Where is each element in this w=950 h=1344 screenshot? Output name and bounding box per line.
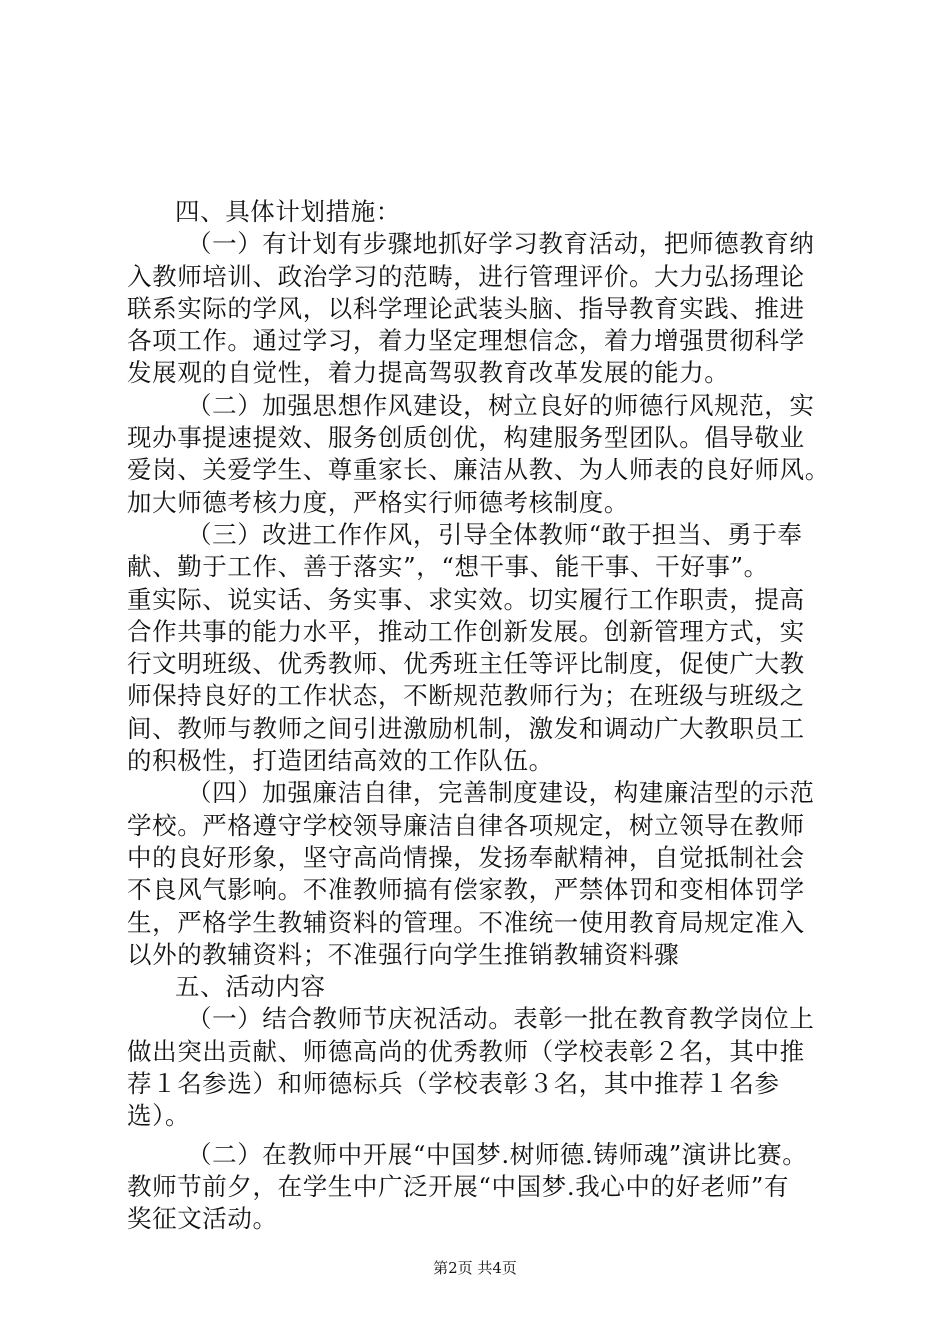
paragraph-line: 以外的教辅资料；不准强行向学生推销教辅资料骤 <box>127 939 680 969</box>
section-heading-5: 五、活动内容 <box>175 972 326 1002</box>
paragraph-line: 教师节前夕，在学生中广泛开展“中国梦.我心中的好老师”有 <box>127 1171 790 1201</box>
paragraph-line: （三）改进工作作风，引导全体教师“敢于担当、勇于奉 <box>187 519 803 549</box>
paragraph-line: 间、教师与教师之间引进激励机制，激发和调动广大教职员工 <box>127 713 805 743</box>
paragraph-line: 行文明班级、优秀教师、优秀班主任等评比制度，促使广大教 <box>127 649 805 679</box>
paragraph-line: 联系实际的学风，以科学理论武装头脑、指导教育实践、推进 <box>127 293 805 323</box>
paragraph-line: 不良风气影响。不准教师搞有偿家教，严禁体罚和变相体罚学 <box>127 875 805 905</box>
paragraph-line: 的积极性，打造团结高效的工作队伍。 <box>127 746 554 776</box>
paragraph-line: 发展观的自觉性，着力提高驾驭教育改革发展的能力。 <box>127 358 730 388</box>
paragraph-line: 加大师德考核力度，严格实行师德考核制度。 <box>127 487 629 517</box>
paragraph-line: 学校。严格遵守学校领导廉洁自律各项规定，树立领导在教师 <box>127 810 805 840</box>
paragraph-line: （二）加强思想作风建设，树立良好的师德行风规范，实 <box>187 390 815 420</box>
paragraph-line: 生，严格学生教辅资料的管理。不准统一使用教育局规定准入 <box>127 907 805 937</box>
paragraph-line: （二）在教师中开展“中国梦.树师德.铸师魂”演讲比赛。 <box>187 1139 808 1169</box>
paragraph-line: 选）。 <box>127 1101 191 1131</box>
paragraph-line: 中的良好形象，坚守高尚情操，发扬奉献精神，自觉抵制社会 <box>127 842 805 872</box>
paragraph-line: 奖征文活动。 <box>127 1204 278 1234</box>
paragraph-line: 各项工作。通过学习，着力坚定理想信念，着力增强贯彻科学 <box>127 326 805 356</box>
page-number-footer: 第2页 共4页 <box>433 1259 517 1277</box>
paragraph-line: （一）结合教师节庆祝活动。表彰一批在教育教学岗位上 <box>187 1004 815 1034</box>
section-heading-4: 四、具体计划措施： <box>175 197 401 226</box>
paragraph-line: （一）有计划有步骤地抓好学习教育活动，把师德教育纳 <box>187 229 815 259</box>
paragraph-line: 重实际、说实话、务实事、求实效。切实履行工作职责，提高 <box>127 584 805 614</box>
paragraph-line: （四）加强廉洁自律，完善制度建设，构建廉洁型的示范 <box>187 778 815 808</box>
paragraph-line: 爱岗、关爱学生、尊重家长、廉洁从教、为人师表的良好师风。 <box>127 455 830 485</box>
paragraph-line: 现办事提速提效、服务创质创优，构建服务型团队。倡导敬业 <box>127 423 805 453</box>
paragraph-line: 献、勤于工作、善于落实”，“想干事、能干事、干好事”。 <box>127 552 769 582</box>
paragraph-line: 入教师培训、政治学习的范畴，进行管理评价。大力弘扬理论 <box>127 261 805 291</box>
paragraph-line: 做出突出贡献、师德高尚的优秀教师（学校表彰２名，其中推 <box>127 1036 805 1066</box>
paragraph-line: 荐１名参选）和师德标兵（学校表彰３名，其中推荐１名参 <box>127 1069 780 1099</box>
paragraph-line: 合作共事的能力水平，推动工作创新发展。创新管理方式，实 <box>127 616 805 646</box>
document-body <box>127 196 839 1236</box>
paragraph-line: 师保持良好的工作状态，不断规范教师行为；在班级与班级之 <box>127 681 805 711</box>
